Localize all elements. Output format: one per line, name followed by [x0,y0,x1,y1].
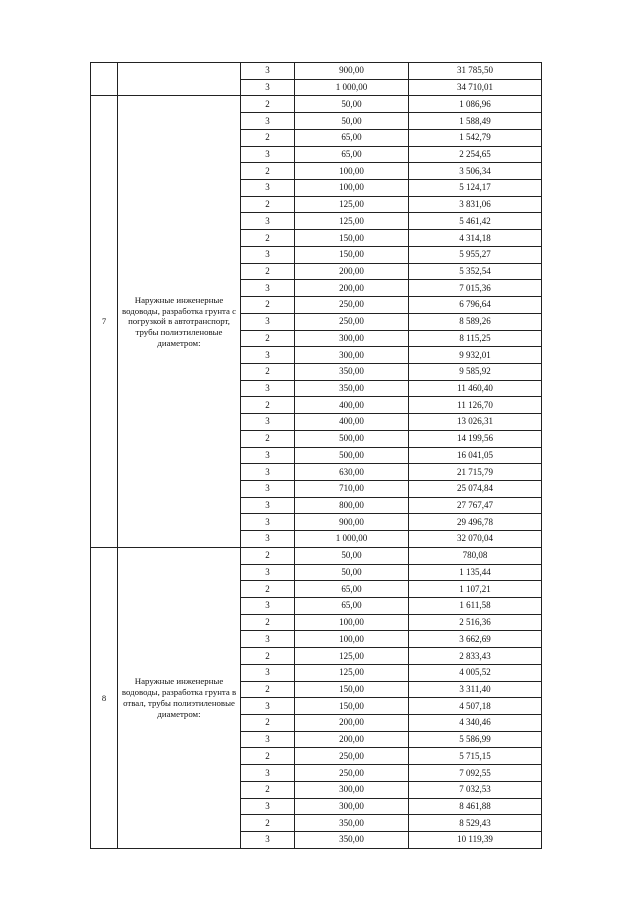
diameter-cell: 900,00 [295,63,409,80]
price-cell: 9 585,92 [409,363,542,380]
depth-cell: 2 [241,648,295,665]
price-table [90,62,542,849]
diameter-cell: 350,00 [295,380,409,397]
depth-cell: 2 [241,781,295,798]
price-cell: 9 932,01 [409,347,542,364]
price-cell: 1 135,44 [409,564,542,581]
depth-cell: 2 [241,96,295,113]
item-description-cell: Наружные инженерные водоводы, разработка грунта с погрузкой в автотранспорт, трубы полиэтиленовые диаметром: [118,96,241,547]
diameter-cell: 100,00 [295,614,409,631]
price-cell: 14 199,56 [409,430,542,447]
depth-cell: 3 [241,497,295,514]
depth-cell: 3 [241,664,295,681]
depth-cell: 2 [241,715,295,732]
diameter-cell: 150,00 [295,698,409,715]
price-cell: 7 032,53 [409,781,542,798]
depth-cell: 2 [241,815,295,832]
diameter-cell: 500,00 [295,447,409,464]
table-row [91,96,542,113]
price-cell: 3 662,69 [409,631,542,648]
price-cell: 1 611,58 [409,598,542,615]
item-description-cell [118,63,241,96]
diameter-cell: 250,00 [295,297,409,314]
depth-cell: 2 [241,547,295,564]
price-cell: 1 588,49 [409,113,542,130]
depth-cell: 3 [241,63,295,80]
item-number-cell: 7 [91,96,118,547]
item-description-cell: Наружные инженерные водоводы, разработка грунта в отвал, трубы полиэтиленовые диаметром: [118,547,241,848]
diameter-cell: 1 000,00 [295,531,409,548]
depth-cell: 3 [241,798,295,815]
price-cell: 5 715,15 [409,748,542,765]
depth-cell: 2 [241,163,295,180]
price-cell: 8 461,88 [409,798,542,815]
depth-cell: 3 [241,631,295,648]
price-cell: 32 070,04 [409,531,542,548]
depth-cell: 2 [241,581,295,598]
diameter-cell: 200,00 [295,280,409,297]
depth-cell: 3 [241,447,295,464]
price-cell: 31 785,50 [409,63,542,80]
diameter-cell: 400,00 [295,414,409,431]
depth-cell: 2 [241,430,295,447]
depth-cell: 2 [241,297,295,314]
depth-cell: 3 [241,531,295,548]
price-cell: 21 715,79 [409,464,542,481]
price-cell: 16 041,05 [409,447,542,464]
depth-cell: 3 [241,280,295,297]
diameter-cell: 65,00 [295,581,409,598]
diameter-cell: 125,00 [295,213,409,230]
diameter-cell: 50,00 [295,564,409,581]
price-cell: 5 586,99 [409,731,542,748]
price-cell: 34 710,01 [409,79,542,96]
depth-cell: 2 [241,330,295,347]
diameter-cell: 100,00 [295,180,409,197]
diameter-cell: 250,00 [295,748,409,765]
diameter-cell: 350,00 [295,363,409,380]
depth-cell: 3 [241,180,295,197]
price-cell: 780,08 [409,547,542,564]
diameter-cell: 900,00 [295,514,409,531]
diameter-cell: 65,00 [295,598,409,615]
diameter-cell: 65,00 [295,129,409,146]
price-cell: 7 092,55 [409,765,542,782]
depth-cell: 2 [241,263,295,280]
depth-cell: 3 [241,313,295,330]
price-cell: 10 119,39 [409,832,542,849]
diameter-cell: 250,00 [295,765,409,782]
table-row [91,63,542,80]
depth-cell: 3 [241,731,295,748]
price-cell: 8 115,25 [409,330,542,347]
price-cell: 5 461,42 [409,213,542,230]
diameter-cell: 710,00 [295,480,409,497]
diameter-cell: 150,00 [295,246,409,263]
depth-cell: 3 [241,564,295,581]
price-cell: 3 831,06 [409,196,542,213]
diameter-cell: 350,00 [295,815,409,832]
price-cell: 4 340,46 [409,715,542,732]
price-cell: 3 506,34 [409,163,542,180]
diameter-cell: 250,00 [295,313,409,330]
diameter-cell: 100,00 [295,631,409,648]
depth-cell: 2 [241,196,295,213]
item-number-cell [91,63,118,96]
price-cell: 4 314,18 [409,230,542,247]
depth-cell: 2 [241,614,295,631]
diameter-cell: 150,00 [295,230,409,247]
price-cell: 8 589,26 [409,313,542,330]
depth-cell: 3 [241,113,295,130]
diameter-cell: 500,00 [295,430,409,447]
diameter-cell: 200,00 [295,715,409,732]
price-cell: 6 796,64 [409,297,542,314]
diameter-cell: 300,00 [295,347,409,364]
diameter-cell: 400,00 [295,397,409,414]
depth-cell: 3 [241,414,295,431]
price-cell: 1 086,96 [409,96,542,113]
depth-cell: 3 [241,598,295,615]
price-cell: 29 496,78 [409,514,542,531]
price-cell: 1 107,21 [409,581,542,598]
depth-cell: 3 [241,246,295,263]
depth-cell: 3 [241,464,295,481]
depth-cell: 2 [241,397,295,414]
price-cell: 4 507,18 [409,698,542,715]
depth-cell: 2 [241,230,295,247]
depth-cell: 3 [241,832,295,849]
price-table-body [91,63,542,849]
depth-cell: 3 [241,146,295,163]
diameter-cell: 125,00 [295,648,409,665]
price-cell: 25 074,84 [409,480,542,497]
diameter-cell: 50,00 [295,96,409,113]
diameter-cell: 150,00 [295,681,409,698]
diameter-cell: 630,00 [295,464,409,481]
depth-cell: 3 [241,347,295,364]
depth-cell: 3 [241,514,295,531]
diameter-cell: 100,00 [295,163,409,180]
price-cell: 5 955,27 [409,246,542,263]
diameter-cell: 125,00 [295,196,409,213]
price-cell: 7 015,36 [409,280,542,297]
depth-cell: 2 [241,129,295,146]
depth-cell: 2 [241,363,295,380]
depth-cell: 3 [241,765,295,782]
item-number-cell: 8 [91,547,118,848]
price-cell: 11 126,70 [409,397,542,414]
diameter-cell: 1 000,00 [295,79,409,96]
price-cell: 2 833,43 [409,648,542,665]
diameter-cell: 200,00 [295,263,409,280]
diameter-cell: 350,00 [295,832,409,849]
depth-cell: 3 [241,79,295,96]
diameter-cell: 300,00 [295,798,409,815]
diameter-cell: 300,00 [295,781,409,798]
depth-cell: 2 [241,681,295,698]
diameter-cell: 800,00 [295,497,409,514]
diameter-cell: 50,00 [295,113,409,130]
depth-cell: 3 [241,698,295,715]
depth-cell: 2 [241,748,295,765]
price-cell: 2 516,36 [409,614,542,631]
price-cell: 4 005,52 [409,664,542,681]
diameter-cell: 300,00 [295,330,409,347]
price-cell: 13 026,31 [409,414,542,431]
price-cell: 8 529,43 [409,815,542,832]
diameter-cell: 200,00 [295,731,409,748]
price-cell: 11 460,40 [409,380,542,397]
price-cell: 1 542,79 [409,129,542,146]
price-cell: 5 352,54 [409,263,542,280]
price-cell: 5 124,17 [409,180,542,197]
diameter-cell: 125,00 [295,664,409,681]
depth-cell: 3 [241,380,295,397]
diameter-cell: 50,00 [295,547,409,564]
table-row [91,547,542,564]
price-cell: 3 311,40 [409,681,542,698]
price-cell: 2 254,65 [409,146,542,163]
diameter-cell: 65,00 [295,146,409,163]
price-cell: 27 767,47 [409,497,542,514]
depth-cell: 3 [241,480,295,497]
depth-cell: 3 [241,213,295,230]
